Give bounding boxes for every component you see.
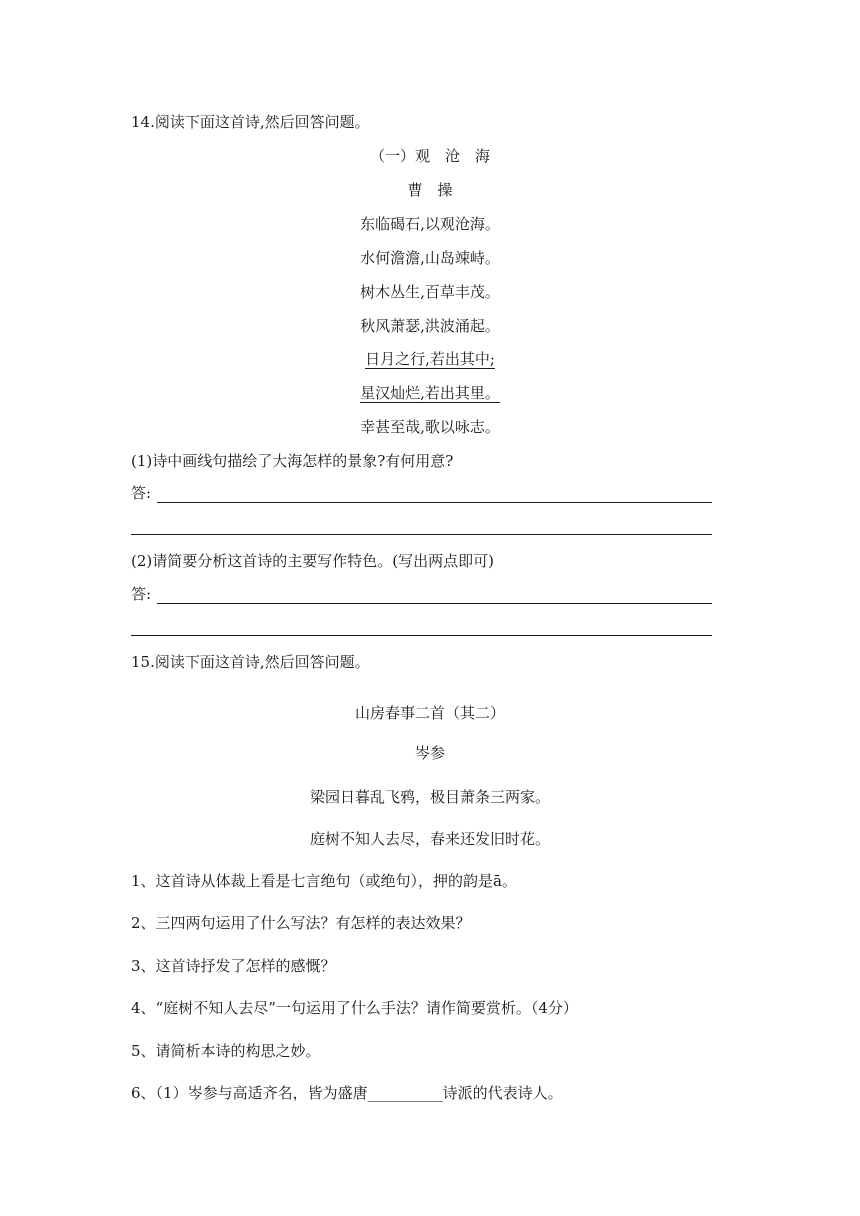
q15-item-4: 4、“庭树不知人去尽”一句运用了什么手法？请作简要赏析。（4分） [131,999,578,1017]
poem-author: 曹 操 [407,181,453,199]
poem-line: 树木丛生,百草丰茂。 [360,283,500,301]
poem-line: 幸甚至哉,歌以咏志。 [360,418,500,436]
poem-line: 庭树不知人去尽，春来还发旧时花。 [309,830,550,848]
poem-line: 东临碣石,以观沧海。 [360,215,500,233]
answer-label: 答: [131,585,152,603]
q15-item-3: 3、这首诗抒发了怎样的感慨？ [131,957,336,975]
answer-line-extra[interactable] [131,534,712,535]
poem-title: （一）观 沧 海 [369,147,490,165]
poem-line: 秋风萧瑟,洪波涌起。 [360,317,500,335]
answer-field-1[interactable] [131,483,712,503]
q14-subquestion-2: (2)请简要分析这首诗的主要写作特色。(写出两点即可) [131,552,494,570]
q15-item-5: 5、请简析本诗的构思之妙。 [131,1042,321,1060]
q15-intro: 15.阅读下面这首诗,然后回答问题。 [131,653,370,671]
poem-line: 梁园日暮乱飞鸦，极目萧条三两家。 [309,788,550,806]
poem-title: 山房春事二首（其二） [354,704,505,722]
underlined-poem-line: 星汉灿烂,若出其里。 [360,384,500,402]
answer-line [157,603,712,604]
poem-line: 水何澹澹,山岛竦峙。 [360,249,500,267]
underlined-poem-line: 日月之行,若出其中; [365,350,495,368]
q15-item-2: 2、三四两句运用了什么写法？有怎样的表达效果？ [131,914,471,932]
answer-line-extra[interactable] [131,635,712,636]
poem-author: 岑参 [414,744,445,762]
q14-subquestion-1: (1)诗中画线句描绘了大海怎样的景象?有何用意? [131,452,454,470]
answer-label: 答: [131,484,152,502]
q14-intro: 14.阅读下面这首诗,然后回答问题。 [131,113,370,131]
answer-field-2[interactable] [131,584,712,604]
q15-item-6: 6、（1）岑参与高适齐名，皆为盛唐__________诗派的代表诗人。 [131,1084,563,1102]
answer-line [157,502,712,503]
q15-item-1: 1、这首诗从体裁上看是七言绝句（或绝句），押的韵是ā。 [131,872,517,890]
